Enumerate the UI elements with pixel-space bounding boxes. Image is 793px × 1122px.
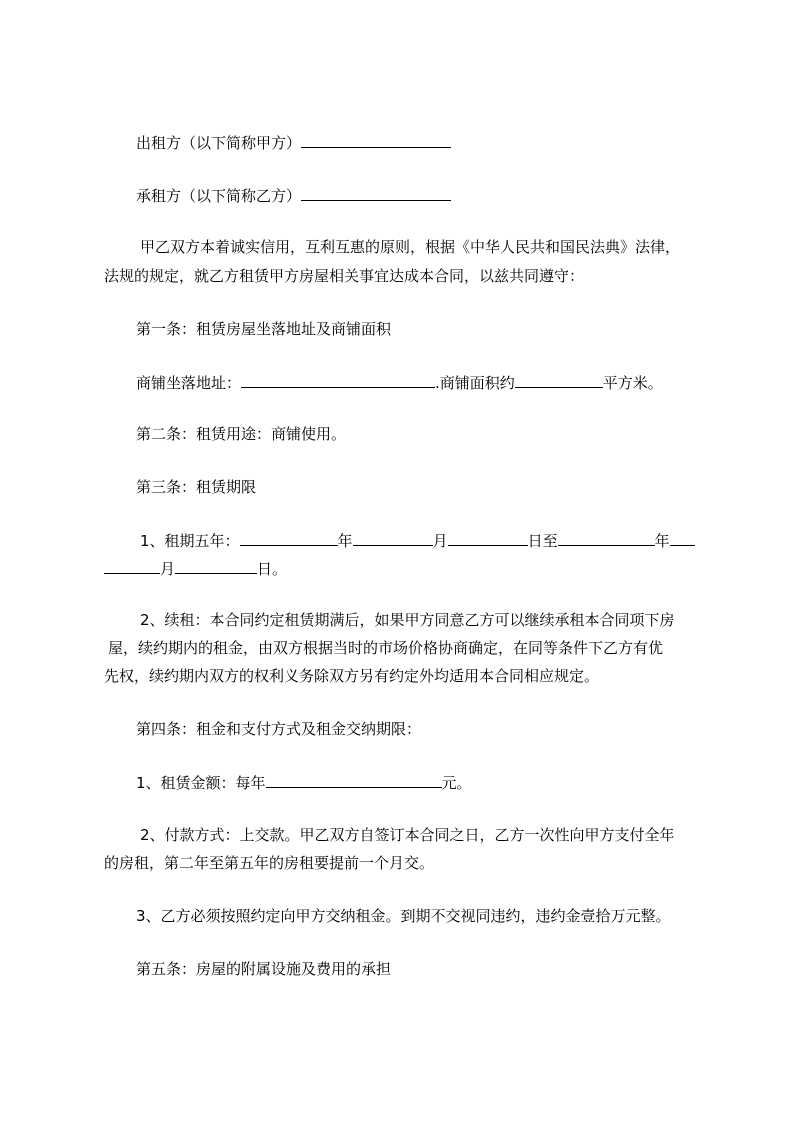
article-2-title: 第二条：租赁用途：商铺使用。 [136, 425, 347, 443]
amount-prefix: 1、租赁金额：每年 [136, 774, 266, 792]
preamble-line-2: 法规的规定，就乙方租赁甲方房屋相关事宜达成本合同，以兹共同遵守： [104, 267, 585, 285]
renewal-line-2: 屋，续约期内的租金，由双方根据当时的市场价格协商确定，在同等条件下乙方有优 [108, 639, 664, 657]
lessor-blank[interactable] [301, 132, 451, 148]
address-line [136, 372, 663, 393]
term-line-1 [140, 530, 695, 551]
area-label: .商铺面积约 [435, 374, 515, 392]
end-year-blank[interactable] [558, 530, 655, 546]
term-prefix: 1、租期五年： [140, 532, 240, 550]
payment-line-2: 的房租，第二年至第五年的房租要提前一个月交。 [104, 854, 435, 872]
article-1-title: 第一条：租赁房屋坐落地址及商铺面积 [136, 320, 392, 338]
start-month-unit: 月 [432, 532, 448, 550]
amount-blank[interactable] [266, 772, 442, 788]
area-unit: 平方米。 [602, 374, 663, 392]
start-month-blank[interactable] [353, 530, 433, 546]
end-day-unit: 日。 [257, 560, 288, 578]
renewal-line-1: 2、续租：本合同约定租赁期满后，如果甲方同意乙方可以继续承租本合同项下房 [140, 611, 675, 629]
end-day-blank[interactable] [175, 558, 257, 574]
end-year-unit: 年 [654, 532, 670, 550]
start-day-unit: 日至 [527, 532, 558, 550]
lessor-line [136, 132, 451, 153]
area-blank[interactable] [515, 372, 603, 388]
penalty-line: 3、乙方必须按照约定向甲方交纳租金。到期不交视同违约，违约金壹拾万元整。 [136, 907, 671, 925]
preamble-line-1: 甲乙双方本着诚实信用，互利互惠的原则，根据《中华人民共和国民法典》法律， [140, 238, 681, 256]
address-label: 商铺坐落地址： [136, 374, 242, 392]
address-blank[interactable] [241, 372, 435, 388]
article-3-title: 第三条：租赁期限 [136, 478, 257, 496]
lessee-blank[interactable] [301, 185, 451, 201]
end-month-blank-part2[interactable] [104, 558, 160, 574]
term-line-2 [104, 558, 287, 579]
start-day-blank[interactable] [448, 530, 528, 546]
amount-suffix: 元。 [441, 774, 472, 792]
start-year-blank[interactable] [240, 530, 338, 546]
start-year-unit: 年 [337, 532, 353, 550]
end-month-blank-part1[interactable] [670, 530, 695, 546]
article-4-title: 第四条：租金和支付方式及租金交纳期限： [136, 720, 422, 738]
end-month-unit: 月 [160, 560, 176, 578]
lessee-line [136, 185, 451, 206]
amount-line [136, 772, 472, 793]
article-5-title: 第五条：房屋的附属设施及费用的承担 [136, 960, 392, 978]
payment-line-1: 2、付款方式：上交款。甲乙双方自签订本合同之日，乙方一次性向甲方支付全年 [140, 826, 675, 844]
lessee-label: 承租方（以下简称乙方） [136, 187, 302, 205]
lessor-label: 出租方（以下简称甲方） [136, 134, 302, 152]
renewal-line-3: 先权，续约期内双方的权利义务除双方另有约定外均适用本合同相应规定。 [104, 667, 600, 685]
